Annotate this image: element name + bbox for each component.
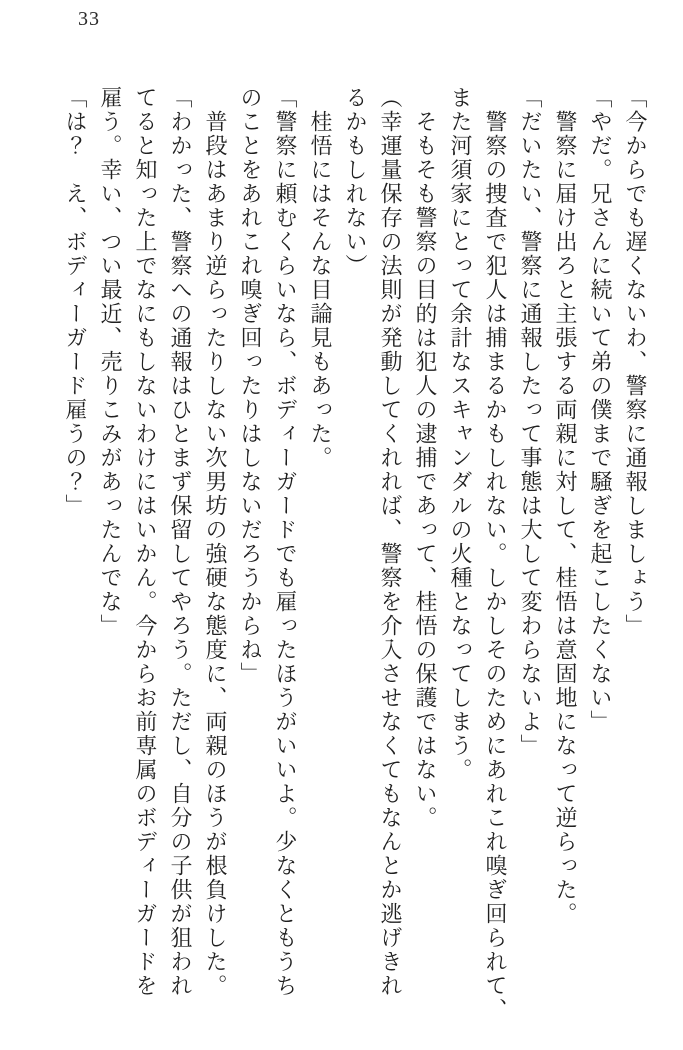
text-block (58, 86, 653, 1050)
text-column: るかもしれない） (343, 86, 368, 278)
text-column: てると知った上でなにもしないわけにはいかん。今からお前専属のボディーガードを (133, 86, 158, 998)
text-column: また河須家にとって余計なスキャンダルの火種となってしまう。 (448, 86, 473, 782)
text-column: のことをあれこれ嗅ぎ回ったりはしないだろうからね」 (238, 86, 263, 686)
text-column: 「やだ。兄さんに続いて弟の僕まで騒ぎを起こしたくない」 (588, 86, 613, 734)
text-column: （幸運量保存の法則が発動してくれれば、警察を介入させなくてもなんとか逃げきれ (378, 86, 403, 998)
text-column: 警察の捜査で犯人は捕まるかもしれない。しかしそのためにあれこれ嗅ぎ回られて、 (483, 110, 508, 1022)
text-column: 普段はあまり逆らったりしない次男坊の強硬な態度に、両親のほうが根負けした。 (203, 110, 228, 998)
text-column: 雇う。幸い、つい最近、売りこみがあったんでな」 (98, 86, 123, 638)
text-column: 「今からでも遅くないわ、警察に通報しましょう」 (623, 86, 648, 638)
text-column: 桂悟にはそんな目論見もあった。 (308, 110, 333, 470)
page-number: 33 (78, 8, 100, 30)
text-column: 警察に届け出ろと主張する両親に対して、桂悟は意固地になって逆らった。 (553, 110, 578, 926)
text-column: 「わかった、警察への通報はひとまず保留してやろう。ただし、自分の子供が狙われ (168, 86, 193, 998)
text-column: 「だいたい、警察に通報したって事態は大して変わらないよ」 (518, 86, 543, 758)
text-column: そもそも警察の目的は犯人の逮捕であって、桂悟の保護ではない。 (413, 110, 438, 830)
text-column: 「警察に頼むくらいなら、ボディーガードでも雇ったほうがいいよ。少なくともうち (273, 86, 298, 998)
text-column: 「は？ え、ボディーガード雇うの？」 (63, 86, 88, 518)
